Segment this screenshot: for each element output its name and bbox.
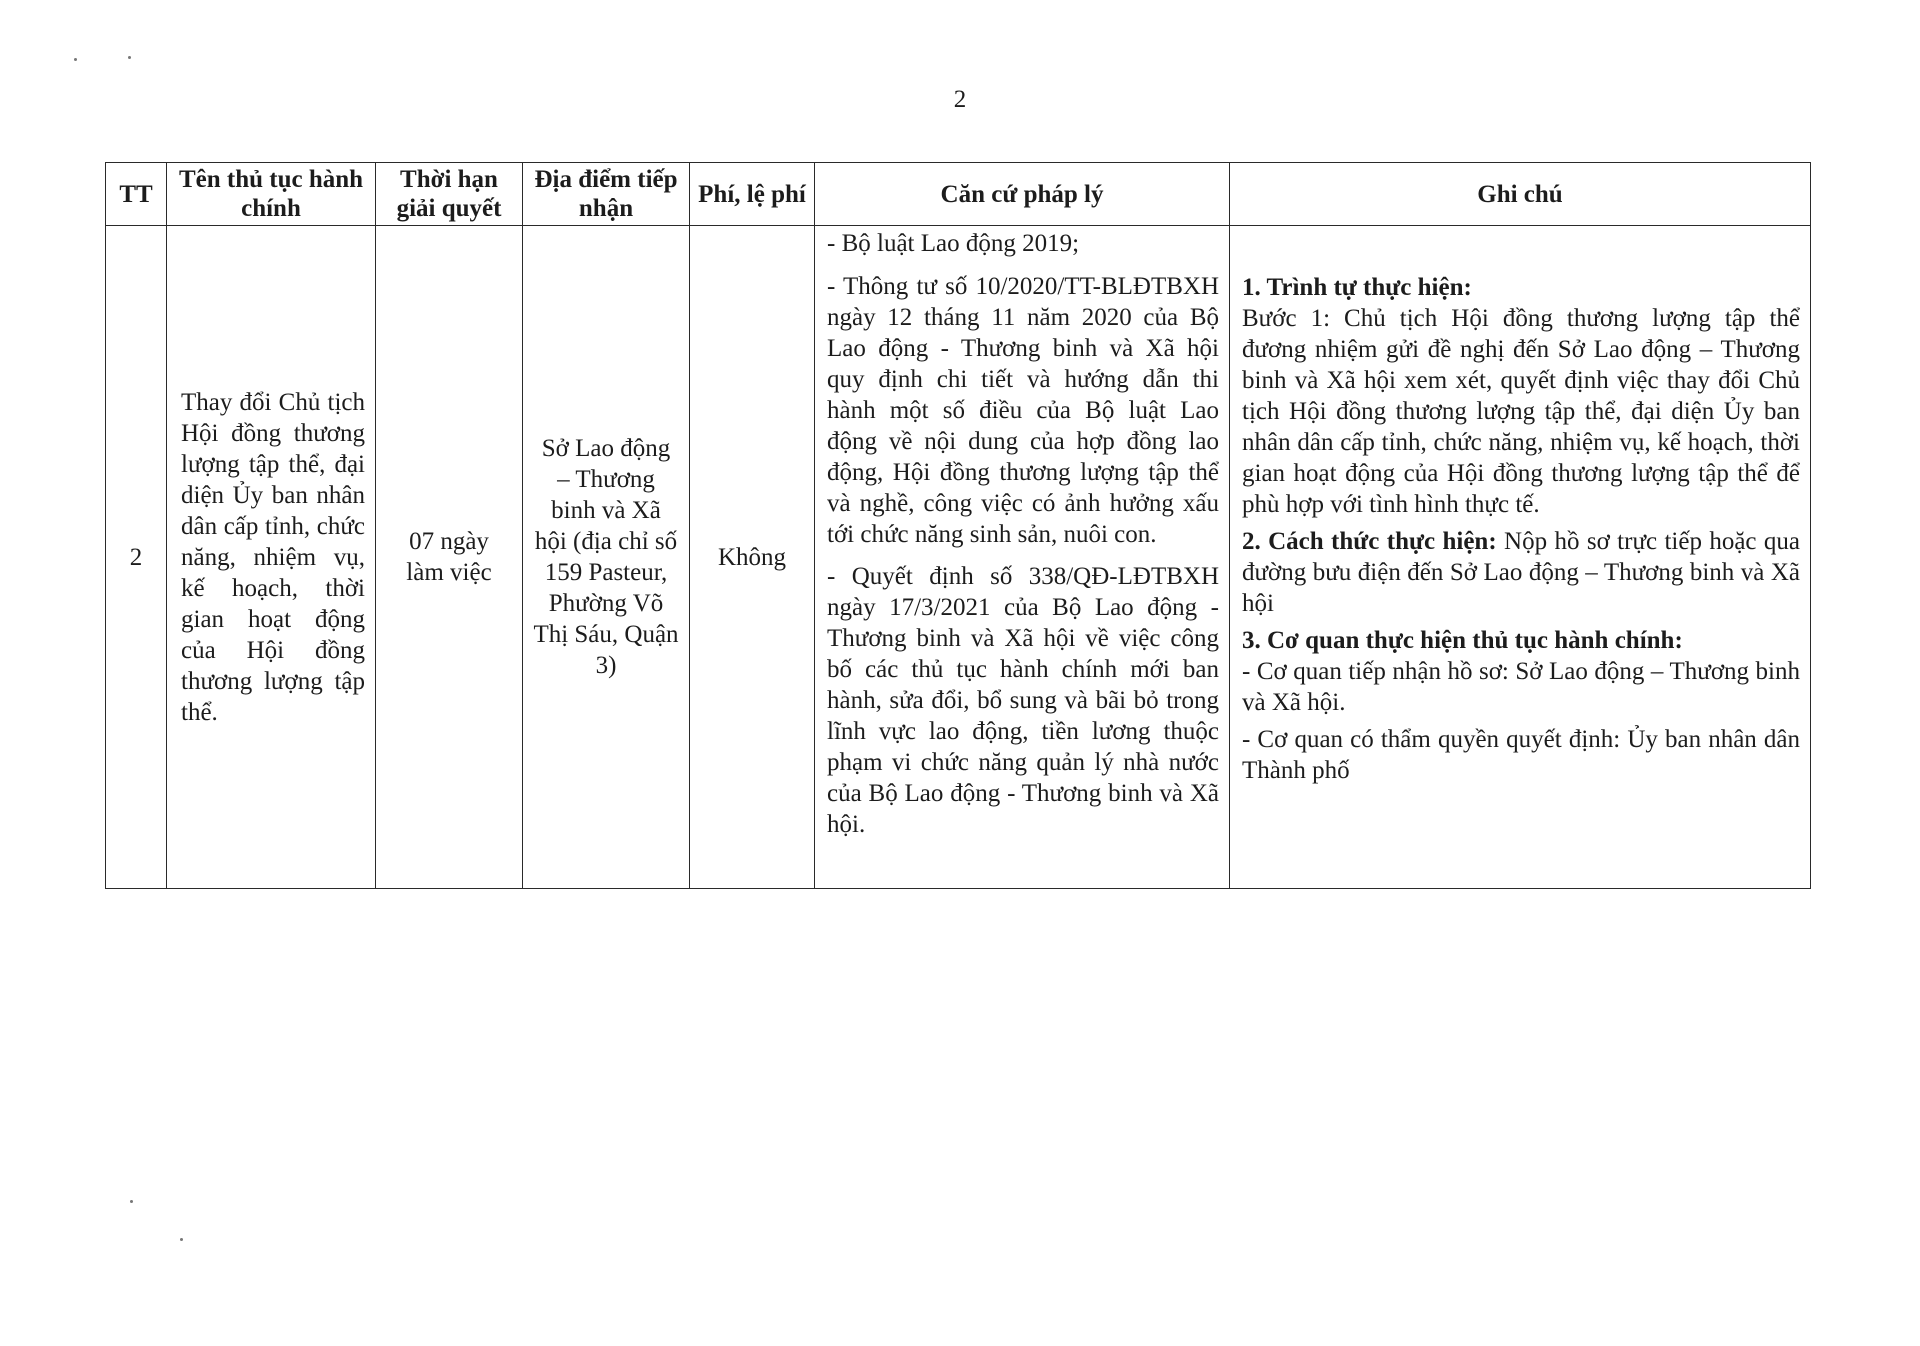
scan-speck [74,58,77,61]
table-header-row [106,163,1811,226]
notes-content [1230,226,1810,786]
page-number: 2 [953,86,967,113]
header-tt: TT [106,163,167,226]
notes-section-2-title: 2. Cách thức thực hiện: [1242,528,1497,555]
receiving-location: Sở Lao động – Thương binh và Xã hội (địa chỉ số 159 Pasteur, Phường Võ Thị Sáu, Quận 3) [533,435,679,679]
cell-procedure-name [167,226,376,889]
scan-speck [180,1238,183,1241]
notes-section-3-item: - Cơ quan có thẩm quyền quyết định: Ủy ban nhân dân Thành phố [1242,726,1800,784]
procedure-name: Thay đổi Chủ tịch Hội đồng thương lượng tập thể, đại diện Ủy ban nhân dân cấp tỉnh, chức năng, nhiệm vụ, kế hoạch, thời gian hoạt động của Hội đồng thương lượng tập thể. [181,388,365,726]
scan-speck [130,1200,133,1203]
cell-processing-time [376,226,523,889]
cell-notes [1230,226,1811,889]
header-procedure-name: Tên thủ tục hành chính [167,163,376,226]
header-location: Địa điểm tiếp nhận [523,163,690,226]
legal-basis-item: - Thông tư số 10/2020/TT-BLĐTBXH ngày 12 tháng 11 năm 2020 của Bộ Lao động - Thương binh và Xã hội quy định chi tiết và hướng dẫn thi hành một số điều của Bộ luật Lao động về nội dung của hợp đồng lao động, Hội đồng thương lượng tập thể và nghề, công việc có ảnh hưởng xấu tới chức năng sinh sản, nuôi con. [827,273,1219,548]
scan-speck [128,56,131,59]
row-number: 2 [129,543,143,571]
notes-section-3-item: - Cơ quan tiếp nhận hồ sơ: Sở Lao động – Thương binh và Xã hội. [1242,658,1800,716]
procedure-table [105,162,1811,889]
header-processing-time: Thời hạn giải quyết [376,163,523,226]
notes-section-3-title: 3. Cơ quan thực hiện thủ tục hành chính: [1242,627,1683,654]
notes-section-2 [1242,526,1800,619]
notes-section-3 [1242,625,1800,718]
processing-time: 07 ngày làm việc [406,528,492,586]
header-fee: Phí, lệ phí [690,163,815,226]
cell-legal-basis [815,226,1230,889]
notes-section-3-item-2 [1242,724,1800,786]
fee-value: Không [717,543,787,571]
header-legal-basis: Căn cứ pháp lý [815,163,1230,226]
legal-basis-item: - Quyết định số 338/QĐ-LĐTBXH ngày 17/3/2021 của Bộ Lao động - Thương binh và Xã hội về việc công bố các thủ tục hành chính mới ban hành, sửa đổi, bổ sung và bãi bỏ trong lĩnh vực lao động, tiền lương thuộc phạm vi chức năng quản lý nhà nước của Bộ Lao động - Thương binh và Xã hội. [827,563,1219,838]
table-row [106,226,1811,889]
legal-basis-item: - Bộ luật Lao động 2019; [827,230,1080,257]
cell-tt [106,226,167,889]
cell-location [523,226,690,889]
cell-fee [690,226,815,889]
notes-section-1-text: Bước 1: Chủ tịch Hội đồng thương lượng tập thể đương nhiệm gửi đề nghị đến Sở Lao động – Thương binh và Xã hội xem xét, quyết định việc thay đổi Chủ tịch Hội đồng thương lượng tập thể, đại diện Ủy ban nhân dân cấp tỉnh, chức năng, nhiệm vụ, kế hoạch, thời gian hoạt động của Hội đồng thương lượng tập thể để phù hợp với tình hình thực tế. [1242,305,1800,518]
notes-section-1 [1242,272,1800,520]
notes-section-1-title: 1. Trình tự thực hiện: [1242,274,1472,301]
legal-basis-list [815,228,1229,840]
header-notes: Ghi chú [1230,163,1811,226]
notes-section-2-text: Nộp hồ sơ trực tiếp hoặc qua đường bưu điện đến Sở Lao động – Thương binh và Xã hội [1242,528,1800,617]
